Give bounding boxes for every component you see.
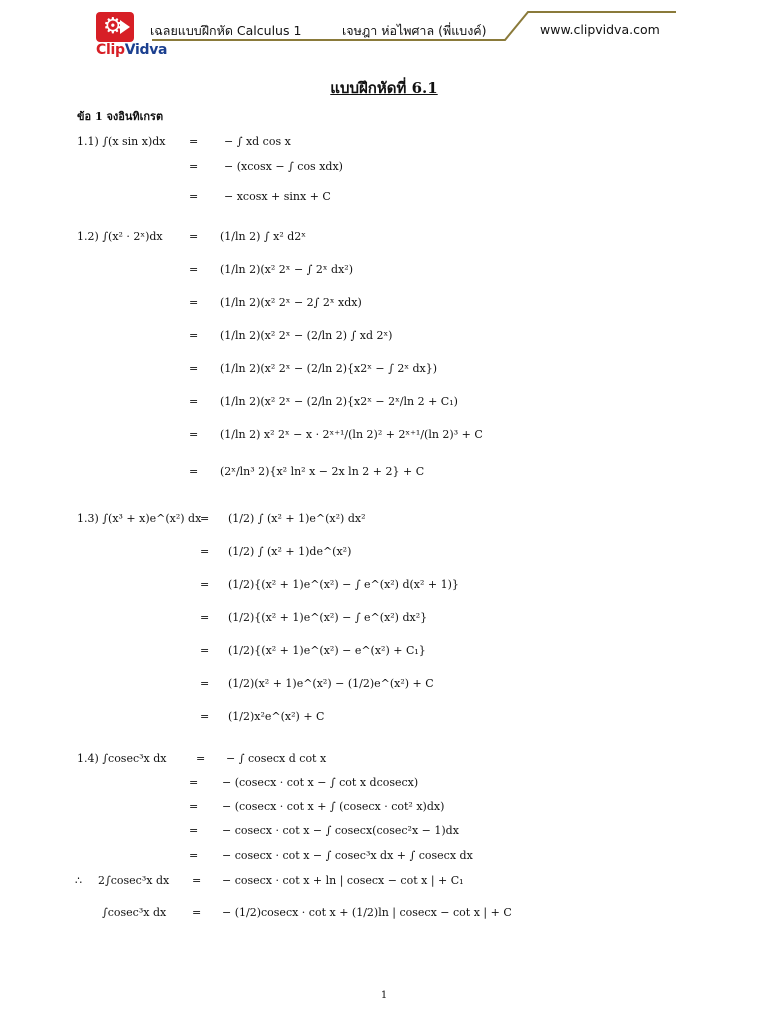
problem-1-3-step: (1/2)x²e^(x²) + C <box>228 710 325 723</box>
problem-1-4-step: − (cosecx · cot x − ∫ cot x dcosecx) <box>222 776 419 789</box>
equals-sign: = <box>200 512 210 525</box>
problem-1-4-step: − ∫ cosecx d cot x <box>226 752 327 765</box>
equals-sign: = <box>189 296 199 309</box>
equals-sign: = <box>189 824 199 837</box>
equals-sign: = <box>189 263 199 276</box>
equals-sign: = <box>189 465 199 478</box>
equals-sign: = <box>189 230 199 243</box>
problem-1-3-step: (1/2){(x² + 1)e^(x²) − ∫ e^(x²) dx²} <box>228 611 428 624</box>
equals-sign: = <box>189 160 199 173</box>
equals-sign: = <box>200 545 210 558</box>
problem-1-4-step: − cosecx · cot x − ∫ cosecx(cosec²x − 1)dx <box>222 824 459 837</box>
problem-1-1-step: − (xcosx − ∫ cos xdx) <box>224 160 343 173</box>
equals-sign: = <box>189 362 199 375</box>
problem-1-2-step: (1/ln 2)(x² 2ˣ − ∫ 2ˣ dx²) <box>220 263 353 276</box>
section-title: ข้อ 1 จงอินทิเกรต <box>77 110 164 123</box>
problem-1-1-step: − ∫ xd cos x <box>224 135 291 148</box>
equals-sign: = <box>189 800 199 813</box>
problem-1-2-label: 1.2) ∫(x² · 2ˣ)dx <box>77 230 163 243</box>
equals-sign: = <box>192 906 202 919</box>
equals-sign: = <box>189 329 199 342</box>
problem-1-4-step: − cosecx · cot x − ∫ cosec³x dx + ∫ cosecx dx <box>222 849 473 862</box>
equals-sign: = <box>200 611 210 624</box>
equals-sign: = <box>200 578 210 591</box>
final-answer-lhs: ∫cosec³x dx <box>102 906 167 919</box>
problem-1-3-label: 1.3) ∫(x³ + x)e^(x²) dx <box>77 512 202 525</box>
course-title: เฉลยแบบฝึกหัด Calculus 1 <box>150 23 302 38</box>
problem-1-2-step: (1/ln 2)(x² 2ˣ − (2/ln 2) ∫ xd 2ˣ) <box>220 329 393 342</box>
equals-sign: = <box>189 849 199 862</box>
equals-sign: = <box>200 644 210 657</box>
problem-1-2-step: (1/ln 2)(x² 2ˣ − (2/ln 2){x2ˣ − 2ˣ/ln 2 + C₁) <box>220 395 458 408</box>
equals-sign: = <box>189 776 199 789</box>
page-header <box>0 0 768 58</box>
conclusion-lhs: 2∫cosec³x dx <box>98 874 170 887</box>
problem-1-2-step: (1/ln 2)(x² 2ˣ − 2∫ 2ˣ xdx) <box>220 296 362 309</box>
problem-1-4-label: 1.4) ∫cosec³x dx <box>77 752 167 765</box>
equals-sign: = <box>189 428 199 441</box>
equals-sign: = <box>200 677 210 690</box>
problem-1-2-step: (1/ln 2) x² 2ˣ − x · 2ˣ⁺¹/(ln 2)² + 2ˣ⁺¹/(ln 2)³ + C <box>220 428 483 441</box>
page-title: แบบฝึกหัดที่ 6.1 <box>330 79 438 97</box>
equals-sign: = <box>189 395 199 408</box>
problem-1-3-step: (1/2) ∫ (x² + 1)de^(x²) <box>228 545 352 558</box>
problem-1-4-step: − (cosecx · cot x + ∫ (cosecx · cot² x)dx) <box>222 800 445 813</box>
problem-1-3-step: (1/2) ∫ (x² + 1)e^(x²) dx² <box>228 512 366 525</box>
problem-1-1-step: − xcosx + sinx + C <box>224 190 331 203</box>
problem-1-1-label: 1.1) ∫(x sin x)dx <box>77 135 166 148</box>
problem-1-3-step: (1/2){(x² + 1)e^(x²) − e^(x²) + C₁} <box>228 644 426 657</box>
equals-sign: = <box>196 752 206 765</box>
problem-1-2-step: (2ˣ/ln³ 2){x² ln² x − 2x ln 2 + 2} + C <box>220 465 425 478</box>
equals-sign: = <box>192 874 202 887</box>
equals-sign: = <box>189 190 199 203</box>
logo-gear-play-icon: ⚙ <box>96 12 134 42</box>
equals-sign: = <box>200 710 210 723</box>
website-link[interactable]: www.clipvidva.com <box>540 22 660 37</box>
therefore-symbol: ∴ <box>75 874 82 887</box>
author-name: เจษฎา ห่อไพศาล (พี่แบงค์) <box>342 23 487 38</box>
conclusion-rhs: − cosecx · cot x + ln | cosecx − cot x | + C₁ <box>222 874 464 887</box>
clipvidva-logo <box>96 12 168 58</box>
logo-wordmark: ClipVidva <box>96 42 168 58</box>
equals-sign: = <box>189 135 199 148</box>
problem-1-2-step: (1/ln 2) ∫ x² d2ˣ <box>220 230 306 243</box>
final-answer-rhs: − (1/2)cosecx · cot x + (1/2)ln | cosecx − cot x | + C <box>222 906 512 919</box>
problem-1-3-step: (1/2)(x² + 1)e^(x²) − (1/2)e^(x²) + C <box>228 677 434 690</box>
page-number: 1 <box>380 990 388 1001</box>
problem-1-2-step: (1/ln 2)(x² 2ˣ − (2/ln 2){x2ˣ − ∫ 2ˣ dx}) <box>220 362 438 375</box>
problem-1-3-step: (1/2){(x² + 1)e^(x²) − ∫ e^(x²) d(x² + 1)} <box>228 578 459 591</box>
